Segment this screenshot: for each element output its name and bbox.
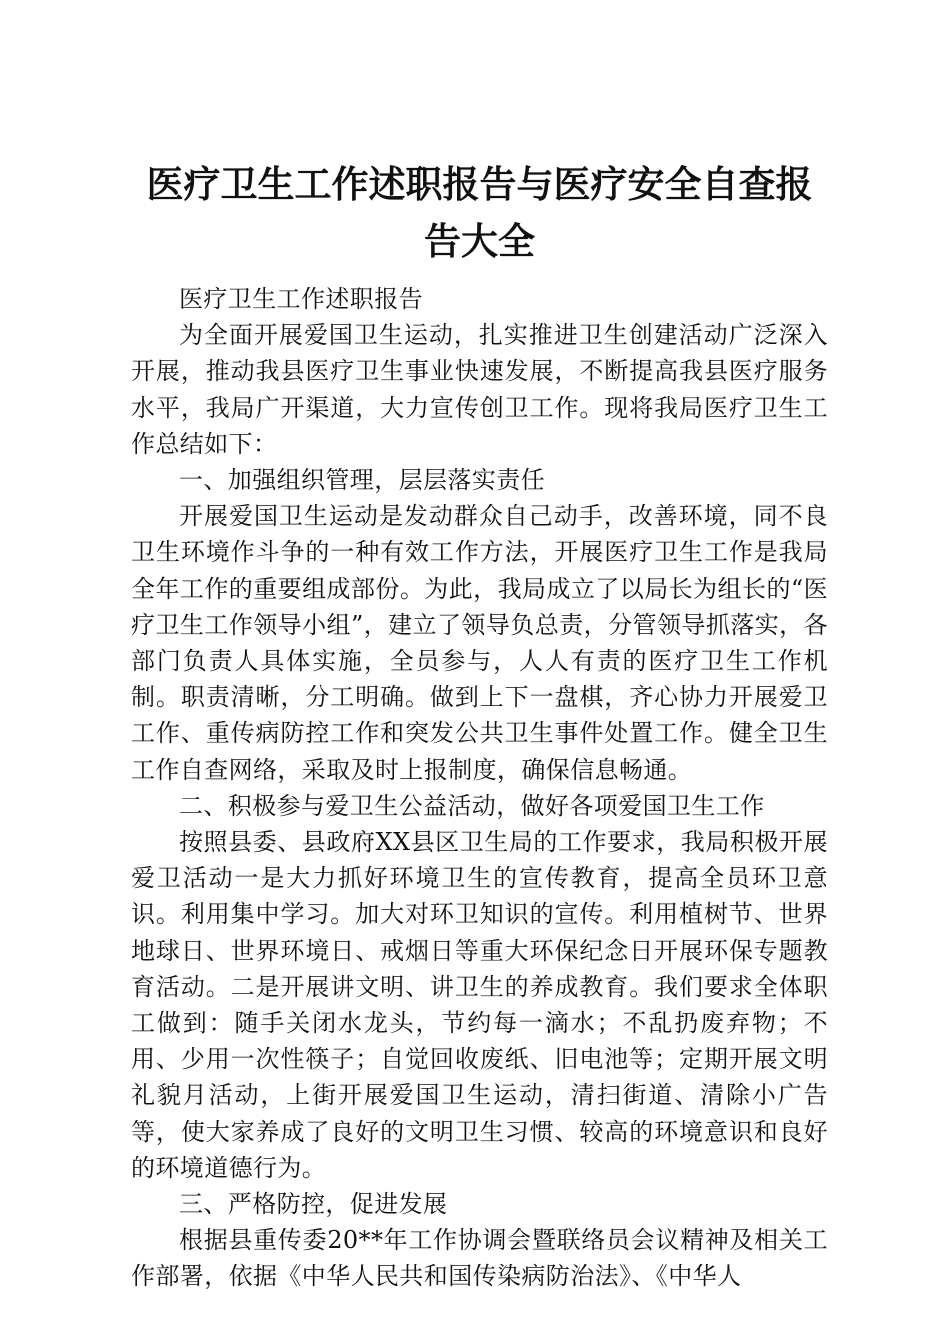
body-paragraph: 为全面开展爱国卫生运动，扎实推进卫生创建活动广泛深入开展，推动我县医疗卫生事业快速发展，不断提高我县医疗服务水平，我局广开渠道，大力宣传创卫工作。现将我局医疗卫生工作总结如下： [131, 321, 828, 458]
body-paragraph: 开展爱国卫生运动是发动群众自己动手，改善环境，同不良卫生环境作斗争的一种有效工作方法，开展医疗卫生工作是我局全年工作的重要组成部份。为此，我局成立了以局长为组长的“医疗卫生工作领导小组”，建立了领导负总责，分管领导抓落实，各部门负责人具体实施，全员参与，人人有责的医疗卫生工作机制。职责清晰，分工明确。做到上下一盘棋，齐心协力开展爱卫工作、重传病防控工作和突发公共卫生事件处置工作。健全卫生工作自查网络，采取及时上报制度，确保信息畅通。 [131, 502, 828, 784]
document-title: 医疗卫生工作述职报告与医疗安全自查报告大全 [146, 162, 813, 263]
document-body [131, 281, 828, 1295]
section-heading: 二、积极参与爱卫生公益活动，做好各项爱国卫生工作 [179, 791, 765, 820]
document-content [131, 156, 828, 1295]
section-heading: 医疗卫生工作述职报告 [179, 285, 423, 313]
section-heading: 三、严格防控，促进发展 [179, 1190, 448, 1219]
body-paragraph: 根据县重传委20**年工作协调会暨联络员会议精神及相关工作部署，依据《中华人民共和国传染病防治法》、《中华人 [131, 1226, 828, 1291]
section-heading: 一、加强组织管理，层层落实责任 [179, 466, 545, 495]
body-paragraph: 按照县委、县政府XX县区卫生局的工作要求，我局积极开展爱卫活动一是大力抓好环境卫生的宣传教育，提高全员环卫意识。利用集中学习。加大对环卫知识的宣传。利用植树节、世界地球日、世界环境日、戒烟日等重大环保纪念日开展环保专题教育活动。二是开展讲文明、讲卫生的养成教育。我们要求全体职工做到：随手关闭水龙头，节约每一滴水；不乱扔废弃物；不用、少用一次性筷子；自觉回收废纸、旧电池等；定期开展文明礼貌月活动，上街开展爱国卫生运动，清扫街道、清除小广告等，使大家养成了良好的文明卫生习惯、较高的环境意识和良好的环境道德行为。 [131, 828, 828, 1182]
